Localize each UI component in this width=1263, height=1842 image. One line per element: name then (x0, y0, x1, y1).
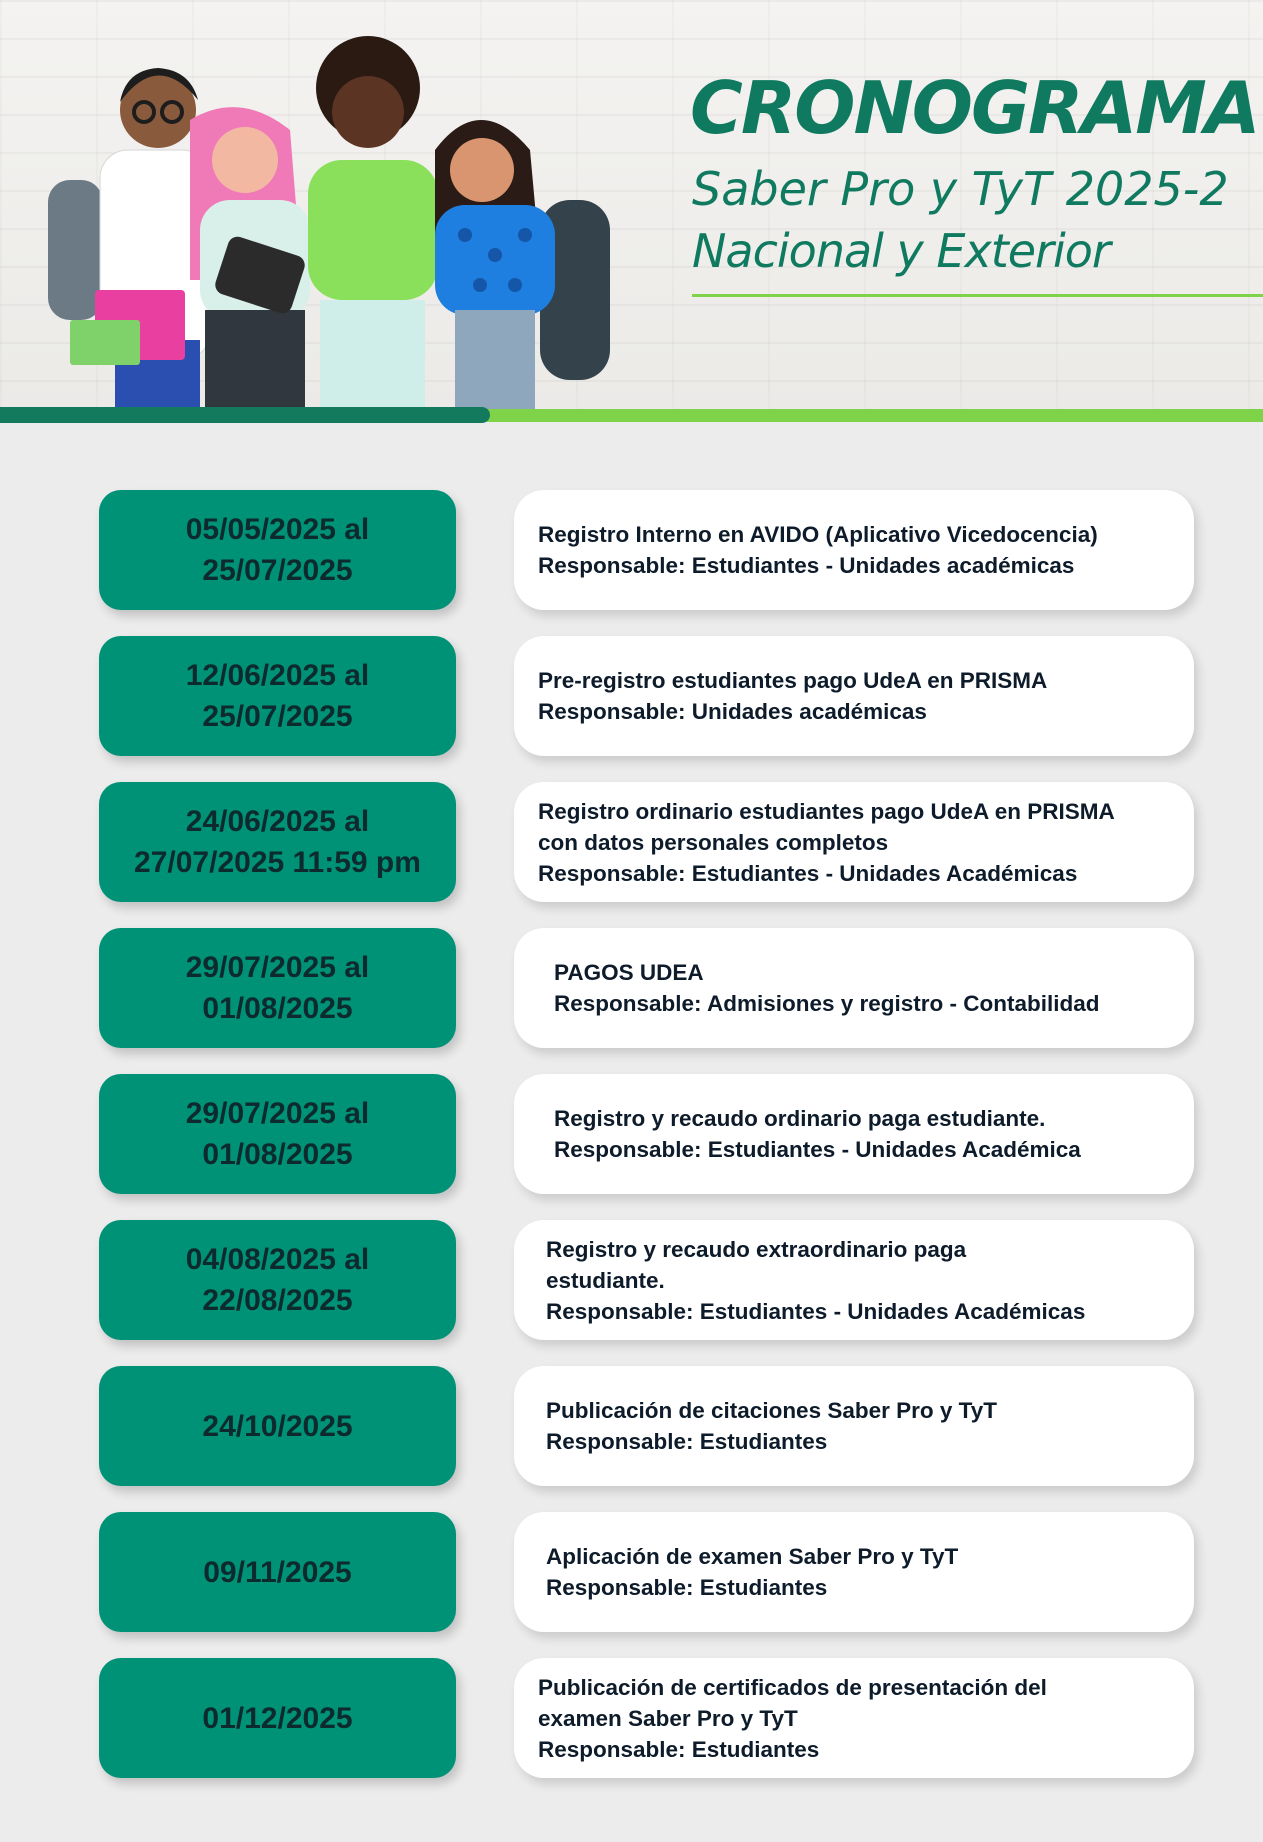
schedule-info-1: Registro Interno en AVIDO (Aplicativo Vicedocencia) Responsable: Estudiantes - Unidades académicas (514, 490, 1194, 610)
schedule-date-9: 01/12/2025 (99, 1658, 456, 1778)
schedule-date-5: 29/07/2025 al 01/08/2025 (99, 1074, 456, 1194)
schedule-date-1: 05/05/2025 al 25/07/2025 (99, 490, 456, 610)
page-subtitle-scope: Nacional y Exterior (692, 224, 1110, 278)
students-illustration (40, 30, 680, 410)
schedule-date-6: 04/08/2025 al 22/08/2025 (99, 1220, 456, 1340)
schedule-info-8: Aplicación de examen Saber Pro y TyT Responsable: Estudiantes (514, 1512, 1194, 1632)
page-title: CRONOGRAMA (690, 66, 1259, 150)
schedule-info-2: Pre-registro estudiantes pago UdeA en PRISMA Responsable: Unidades académicas (514, 636, 1194, 756)
schedule-date-7: 24/10/2025 (99, 1366, 456, 1486)
schedule-info-9: Publicación de certificados de presentación del examen Saber Pro y TyT Responsable: Estudiantes (514, 1658, 1194, 1778)
schedule-date-2: 12/06/2025 al 25/07/2025 (99, 636, 456, 756)
page-subtitle: Saber Pro y TyT 2025-2 (692, 162, 1229, 216)
schedule-date-8: 09/11/2025 (99, 1512, 456, 1632)
student-figure-3 (308, 36, 438, 410)
student-figure-1 (48, 68, 210, 410)
header-banner (0, 0, 1263, 420)
schedule-info-4: PAGOS UDEA Responsable: Admisiones y registro - Contabilidad (514, 928, 1194, 1048)
schedule-date-4: 29/07/2025 al 01/08/2025 (99, 928, 456, 1048)
schedule-info-3: Registro ordinario estudiantes pago UdeA en PRISMA con datos personales completos Responsable: Estudiantes - Unidades Académicas (514, 782, 1194, 902)
schedule-info-6: Registro y recaudo extraordinario paga estudiante. Responsable: Estudiantes - Unidades Académicas (514, 1220, 1194, 1340)
schedule-info-5: Registro y recaudo ordinario paga estudiante. Responsable: Estudiantes - Unidades Académica (514, 1074, 1194, 1194)
student-figure-2 (190, 107, 310, 410)
student-figure-4 (435, 120, 610, 410)
header-bar-dark (0, 407, 490, 423)
schedule-date-3: 24/06/2025 al 27/07/2025 11:59 pm (99, 782, 456, 902)
title-underline (692, 294, 1263, 297)
header-bar-light (470, 409, 1263, 422)
schedule-info-7: Publicación de citaciones Saber Pro y TyT Responsable: Estudiantes (514, 1366, 1194, 1486)
